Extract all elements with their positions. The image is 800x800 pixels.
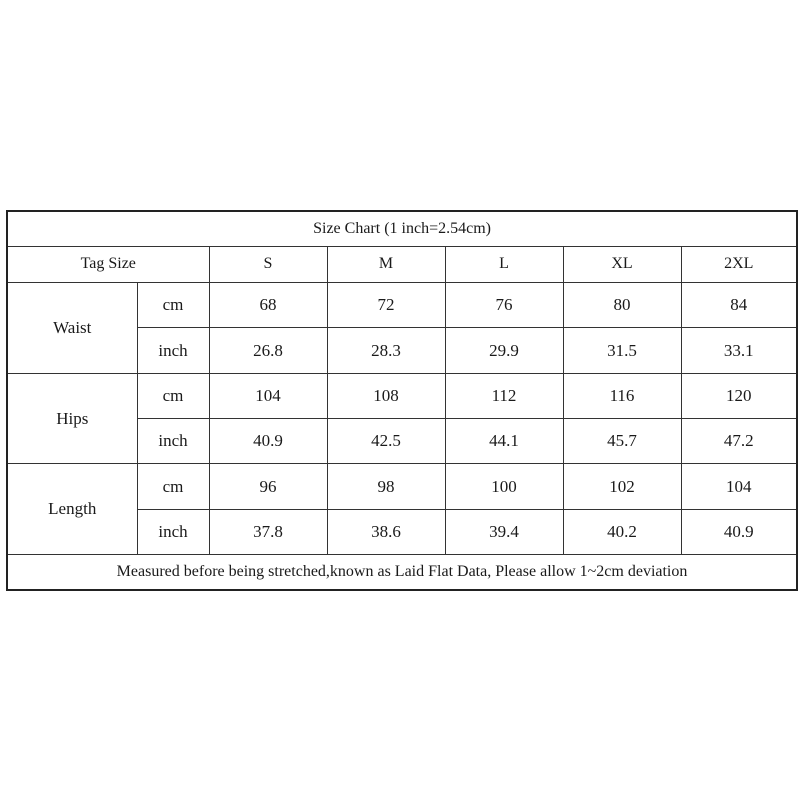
value-cell: 100: [445, 464, 563, 509]
value-cell: 80: [563, 283, 681, 328]
value-cell: 38.6: [327, 509, 445, 554]
value-cell: 98: [327, 464, 445, 509]
measurement-name: Length: [7, 464, 137, 555]
value-cell: 47.2: [681, 419, 797, 464]
value-cell: 84: [681, 283, 797, 328]
value-cell: 39.4: [445, 509, 563, 554]
value-cell: 120: [681, 373, 797, 418]
unit-label: inch: [137, 419, 209, 464]
value-cell: 26.8: [209, 328, 327, 373]
value-cell: 102: [563, 464, 681, 509]
value-cell: 44.1: [445, 419, 563, 464]
value-cell: 29.9: [445, 328, 563, 373]
unit-label: inch: [137, 328, 209, 373]
size-header: 2XL: [681, 246, 797, 282]
size-header: L: [445, 246, 563, 282]
measurement-name: Waist: [7, 283, 137, 374]
unit-label: cm: [137, 283, 209, 328]
size-chart-table: [6, 210, 798, 591]
value-cell: 112: [445, 373, 563, 418]
value-cell: 31.5: [563, 328, 681, 373]
value-cell: 42.5: [327, 419, 445, 464]
value-cell: 28.3: [327, 328, 445, 373]
value-cell: 76: [445, 283, 563, 328]
size-header: XL: [563, 246, 681, 282]
value-cell: 45.7: [563, 419, 681, 464]
value-cell: 116: [563, 373, 681, 418]
unit-label: cm: [137, 464, 209, 509]
chart-title: Size Chart (1 inch=2.54cm): [7, 211, 797, 246]
footer-note: Measured before being stretched,known as Laid Flat Data, Please allow 1~2cm deviation: [7, 555, 797, 590]
value-cell: 104: [209, 373, 327, 418]
value-cell: 96: [209, 464, 327, 509]
table-row: [7, 373, 797, 418]
header-row: [7, 246, 797, 282]
table-row: [7, 283, 797, 328]
value-cell: 40.9: [681, 509, 797, 554]
value-cell: 33.1: [681, 328, 797, 373]
size-header: M: [327, 246, 445, 282]
value-cell: 40.9: [209, 419, 327, 464]
measurement-name: Hips: [7, 373, 137, 464]
value-cell: 68: [209, 283, 327, 328]
unit-label: inch: [137, 509, 209, 554]
value-cell: 40.2: [563, 509, 681, 554]
table-row: [7, 464, 797, 509]
value-cell: 72: [327, 283, 445, 328]
tag-size-label: Tag Size: [7, 246, 209, 282]
value-cell: 37.8: [209, 509, 327, 554]
unit-label: cm: [137, 373, 209, 418]
size-header: S: [209, 246, 327, 282]
value-cell: 108: [327, 373, 445, 418]
value-cell: 104: [681, 464, 797, 509]
